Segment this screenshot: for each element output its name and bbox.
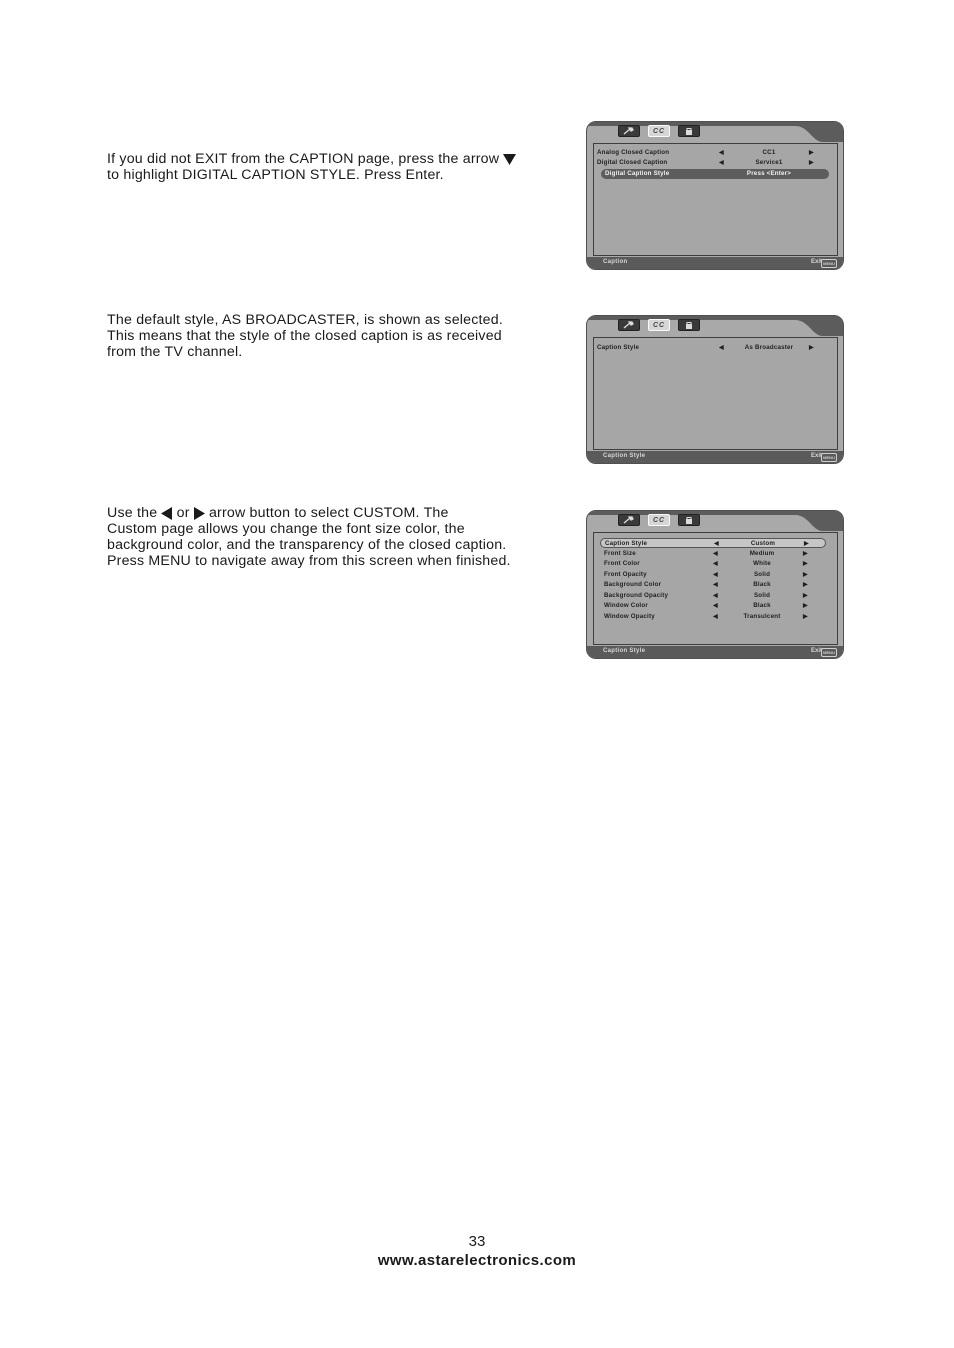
exit-label: Exit [810,453,822,459]
lock-icon [685,127,693,135]
step3-line1-c: arrow button to select CUSTOM. The [208,505,449,521]
osd-caption-screen [586,121,844,270]
cc-tab[interactable] [648,125,670,137]
cc-icon: CC [652,516,666,524]
row-value: Transulcent [743,612,781,620]
row-label: Background Color [604,581,662,588]
menu-row-background-color[interactable] [600,580,830,590]
left-arrow-icon [161,507,172,520]
row-value: Custom [750,540,776,547]
footer-title: Caption Style [603,648,646,654]
step3-line3: background color, and the transparency of the closed caption. [107,537,507,553]
row-label: Window Opacity [604,612,655,620]
right-arrow-icon [194,507,205,520]
row-label: Analog Closed Caption [597,149,670,156]
cc-icon: CC [652,127,666,135]
step2-line1: The default style, AS BROADCASTER, is shown as selected. [107,312,504,328]
left-arrow-icon[interactable]: ◀ [713,603,718,609]
lock-tab[interactable] [678,125,700,137]
left-arrow-icon[interactable]: ◀ [713,550,718,557]
right-arrow-icon[interactable]: ▶ [803,613,808,620]
row-label: Background Opacity [604,591,669,599]
osd-menu-area [593,337,838,450]
row-value: Black [753,581,771,588]
osd-caption-style-screen [586,315,844,464]
menu-key-icon[interactable]: MENU [821,259,837,268]
cc-icon: CC [652,321,666,329]
menu-row-caption-style[interactable] [600,538,826,548]
menu-row-digital-closed-caption[interactable] [593,158,823,168]
left-arrow-icon[interactable]: ◀ [719,160,724,166]
instruction-step-2 [107,312,547,360]
step1-line2: to highlight DIGITAL CAPTION STYLE. Press Enter. [107,167,444,183]
website-url: www.astarelectronics.com [377,1252,577,1269]
left-arrow-icon[interactable]: ◀ [714,541,719,547]
cc-tab[interactable] [648,514,670,526]
right-arrow-icon[interactable]: ▶ [809,150,814,156]
instruction-step-1 [107,151,547,183]
lock-tab[interactable] [678,319,700,331]
menu-row-window-color[interactable] [600,601,830,611]
left-arrow-icon[interactable]: ◀ [713,592,718,599]
wrench-icon [623,516,635,524]
page-number: 33 [468,1233,486,1250]
wrench-icon [623,321,635,329]
setup-tab[interactable] [618,125,640,137]
osd-footer [587,451,843,463]
footer-title: Caption Style [603,453,646,459]
row-value: Solid [753,591,771,599]
row-value: Medium [749,549,775,557]
row-label: Caption Style [597,344,640,351]
row-value: White [753,560,771,567]
left-arrow-icon[interactable]: ◀ [719,345,724,351]
osd-custom-screen [586,510,844,659]
wrench-icon [623,127,635,135]
osd-footer [587,257,843,269]
row-label: Front Opacity [604,570,647,578]
row-label: Caption Style [605,540,648,547]
step1-line1: If you did not EXIT from the CAPTION page, press the arrow [107,151,500,167]
menu-row-background-opacity[interactable] [600,591,830,601]
row-label: Front Size [604,549,636,557]
step3-line1-b: or [176,505,190,521]
right-arrow-icon[interactable]: ▶ [804,541,809,547]
step3-line2: Custom page allows you change the font size color, the [107,521,465,537]
right-arrow-icon[interactable]: ▶ [809,345,814,351]
row-value: Solid [753,570,771,578]
menu-row-caption-style[interactable] [593,343,823,353]
cc-tab[interactable] [648,319,670,331]
right-arrow-icon[interactable]: ▶ [803,561,808,567]
row-value: Black [753,602,771,609]
right-arrow-icon[interactable]: ▶ [803,582,808,588]
row-value: CC1 [762,149,776,156]
step3-line4: Press MENU to navigate away from this screen when finished. [107,553,511,569]
menu-row-window-opacity[interactable] [600,612,830,622]
menu-row-front-color[interactable] [600,559,830,569]
menu-row-analog-closed-caption[interactable] [593,148,823,158]
right-arrow-icon[interactable]: ▶ [803,592,808,599]
row-label: Front Color [604,560,640,567]
step2-line3: from the TV channel. [107,344,243,360]
exit-label: Exit [810,259,822,265]
footer-title: Caption [603,259,628,265]
lock-tab[interactable] [678,514,700,526]
instruction-step-3 [107,505,552,569]
menu-row-front-opacity[interactable] [600,570,830,580]
menu-row-digital-caption-style[interactable] [601,169,829,179]
row-value: As Broadcaster [744,344,794,351]
step3-line1-a: Use the [107,505,158,521]
right-arrow-icon[interactable]: ▶ [803,550,808,557]
row-label: Digital Caption Style [605,170,670,177]
right-arrow-icon[interactable]: ▶ [803,603,808,609]
step2-line2: This means that the style of the closed caption is as received [107,328,502,344]
left-arrow-icon[interactable]: ◀ [719,150,724,156]
osd-tabs [618,319,700,331]
osd-tabs [618,125,700,137]
down-arrow-icon [503,154,516,165]
exit-label: Exit [810,648,822,654]
menu-key-icon[interactable]: MENU [821,648,837,657]
left-arrow-icon[interactable]: ◀ [713,613,718,620]
setup-tab[interactable] [618,514,640,526]
setup-tab[interactable] [618,319,640,331]
right-arrow-icon[interactable]: ▶ [809,160,814,166]
right-arrow-icon[interactable]: ▶ [803,571,808,578]
menu-key-icon[interactable]: MENU [821,453,837,462]
left-arrow-icon[interactable]: ◀ [713,571,718,578]
row-label: Digital Closed Caption [597,159,668,166]
lock-icon [685,516,693,524]
left-arrow-icon[interactable]: ◀ [713,582,718,588]
row-value: Press <Enter> [746,170,792,177]
row-value: Service1 [755,159,783,166]
row-label: Window Color [604,602,648,609]
osd-tabs [618,514,700,526]
osd-footer [587,646,843,658]
left-arrow-icon[interactable]: ◀ [713,561,718,567]
menu-row-front-size[interactable] [600,549,830,559]
lock-icon [685,321,693,329]
